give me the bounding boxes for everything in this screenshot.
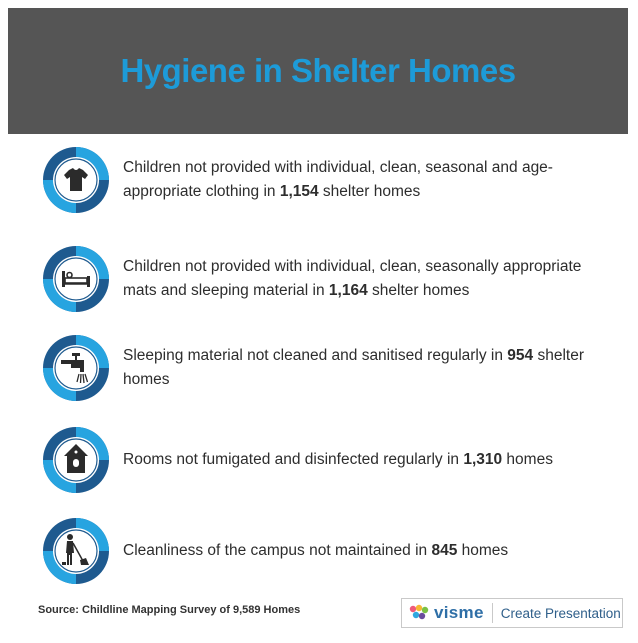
item-text: Children not provided with individual, clean, seasonal and age-appropriate clothing in 1,154 shelter homes [123, 159, 553, 200]
list-item [0, 333, 638, 403]
list-item [0, 244, 638, 314]
ring-badge [41, 516, 111, 586]
ring-badge [41, 425, 111, 495]
source-note: Source: Childline Mapping Survey of 9,589 Homes [38, 604, 301, 616]
list-item [0, 425, 638, 495]
ring-badge [41, 145, 111, 215]
ring-badge [41, 244, 111, 314]
visme-wordmark: visme [434, 603, 484, 622]
header-banner [8, 8, 628, 134]
divider [492, 603, 493, 623]
list-item [0, 516, 638, 586]
ring-badge [41, 333, 111, 403]
visme-logo[interactable] [402, 599, 484, 627]
create-presentation-link[interactable]: Create Presentation [500, 605, 621, 621]
item-text: Sleeping material not cleaned and sanitised regularly in 954 shelter homes [123, 347, 585, 388]
item-text: Rooms not fumigated and disinfected regularly in 1,310 homes [123, 451, 553, 468]
item-text: Children not provided with individual, clean, seasonally appropriate mats and sleeping material in 1,164 shelter homes [123, 258, 582, 299]
visme-logo-icon [408, 604, 430, 622]
list-item [0, 145, 638, 215]
item-text: Cleanliness of the campus not maintained in 845 homes [123, 542, 509, 559]
visme-badge[interactable] [401, 598, 623, 628]
page-title: Hygiene in Shelter Homes [120, 52, 516, 89]
